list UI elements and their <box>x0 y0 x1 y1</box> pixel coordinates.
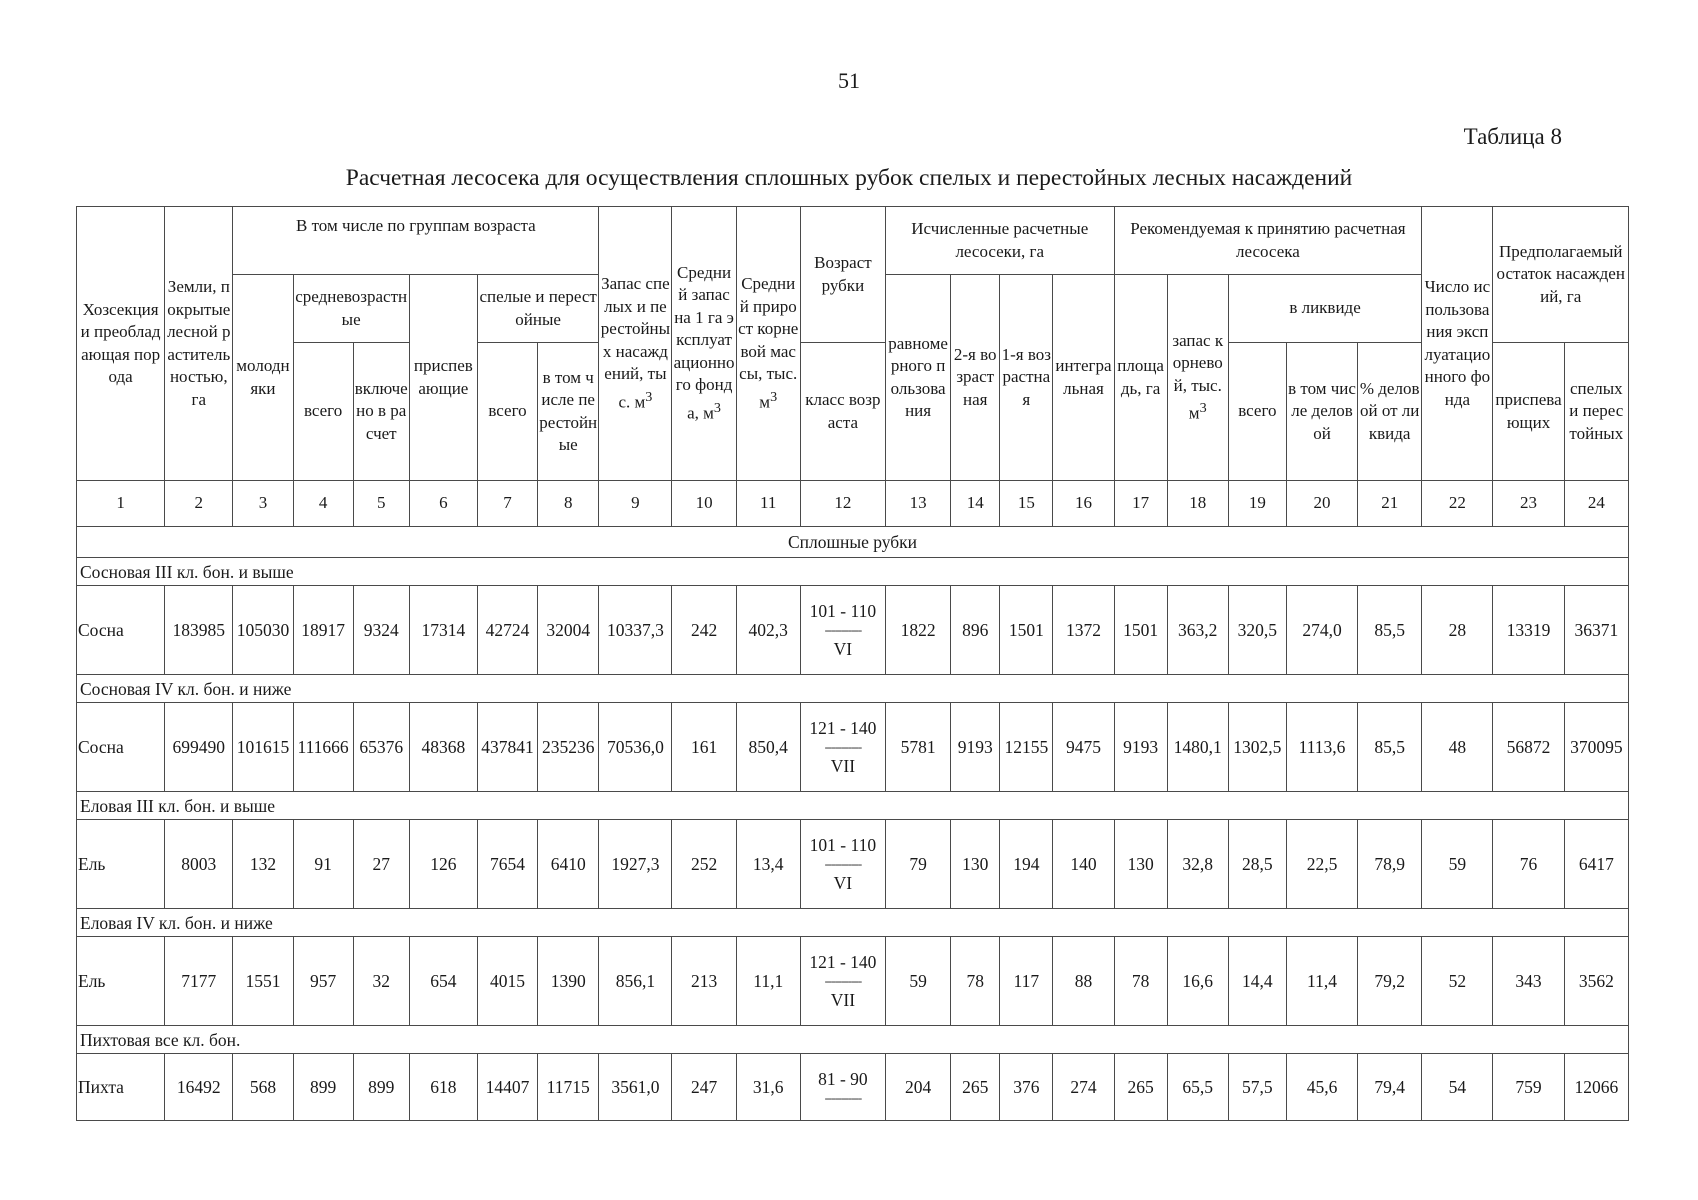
table-cell: 57,5 <box>1228 1054 1286 1121</box>
column-number: 6 <box>409 481 477 527</box>
age-range: 101 - 110 <box>809 835 877 855</box>
table-cell: 850,4 <box>736 703 800 792</box>
column-number: 2 <box>165 481 233 527</box>
table-cell: 65,5 <box>1167 1054 1228 1121</box>
age-cell <box>800 937 885 1026</box>
table-cell: 13319 <box>1493 586 1564 675</box>
table-cell: 78,9 <box>1358 820 1422 909</box>
group-title: Сосновая IV кл. бон. и ниже <box>77 675 1629 703</box>
table-cell: 132 <box>233 820 293 909</box>
table-cell: 320,5 <box>1228 586 1286 675</box>
table-cell: 957 <box>293 937 353 1026</box>
table-cell: 45,6 <box>1286 1054 1357 1121</box>
table-cell: 759 <box>1493 1054 1564 1121</box>
column-number: 19 <box>1228 481 1286 527</box>
column-number: 14 <box>951 481 1000 527</box>
header-cell: приспевающих <box>1493 343 1564 481</box>
column-number: 17 <box>1114 481 1167 527</box>
table-cell: 11,1 <box>736 937 800 1026</box>
column-number: 1 <box>77 481 165 527</box>
header-cell: площадь, га <box>1114 275 1167 481</box>
table-cell: 76 <box>1493 820 1564 909</box>
header-cell: равномерного пользования <box>886 275 951 481</box>
header-cell: запас корневой, тыс. $м^3$ <box>1167 275 1228 481</box>
table-cell: 1302,5 <box>1228 703 1286 792</box>
table-cell: 204 <box>886 1054 951 1121</box>
group-header-row <box>77 675 1629 703</box>
column-number: 11 <box>736 481 800 527</box>
table-cell: 235236 <box>538 703 599 792</box>
column-number-row <box>77 481 1629 527</box>
table-cell: 856,1 <box>599 937 672 1026</box>
column-number: 9 <box>599 481 672 527</box>
page-number: 51 <box>838 68 860 93</box>
column-number: 10 <box>672 481 736 527</box>
table-cell: 618 <box>409 1054 477 1121</box>
table-cell: 28 <box>1422 586 1493 675</box>
table-cell: 79,4 <box>1358 1054 1422 1121</box>
table-cell: 7177 <box>165 937 233 1026</box>
table-cell: 59 <box>1422 820 1493 909</box>
table-cell: 1113,6 <box>1286 703 1357 792</box>
table-cell: 161 <box>672 703 736 792</box>
age-divider: ----------- <box>824 622 862 637</box>
table-cell: 1501 <box>1114 586 1167 675</box>
table-cell: 54 <box>1422 1054 1493 1121</box>
table-cell: 3562 <box>1564 937 1628 1026</box>
table-cell: 6417 <box>1564 820 1628 909</box>
table-cell: 247 <box>672 1054 736 1121</box>
column-number: 21 <box>1358 481 1422 527</box>
table-cell: 1501 <box>1000 586 1053 675</box>
table-row <box>77 586 1629 675</box>
table-cell: 437841 <box>477 703 537 792</box>
table-cell: 265 <box>951 1054 1000 1121</box>
table-cell: 117 <box>1000 937 1053 1026</box>
table-cell: 59 <box>886 937 951 1026</box>
table-cell: 265 <box>1114 1054 1167 1121</box>
column-number: 18 <box>1167 481 1228 527</box>
table-cell: 111666 <box>293 703 353 792</box>
table-cell: 370095 <box>1564 703 1628 792</box>
species-cell: Сосна <box>77 586 165 675</box>
column-number: 7 <box>477 481 537 527</box>
table-cell: 1372 <box>1053 586 1114 675</box>
group-title: Пихтовая все кл. бон. <box>77 1026 1629 1054</box>
table-cell: 4015 <box>477 937 537 1026</box>
column-number: 22 <box>1422 481 1493 527</box>
column-number: 23 <box>1493 481 1564 527</box>
species-cell: Ель <box>77 820 165 909</box>
table-cell: 5781 <box>886 703 951 792</box>
table-cell: 78 <box>951 937 1000 1026</box>
table-cell: 48368 <box>409 703 477 792</box>
age-class: VI <box>833 639 853 659</box>
table-cell: 28,5 <box>1228 820 1286 909</box>
table-cell: 9193 <box>951 703 1000 792</box>
table-cell: 274 <box>1053 1054 1114 1121</box>
table-cell: 896 <box>951 586 1000 675</box>
header-cell: интегральная <box>1053 275 1114 481</box>
header-cell: всего <box>477 343 537 481</box>
age-cell <box>800 820 885 909</box>
age-range: 81 - 90 <box>818 1069 868 1089</box>
age-range: 121 - 140 <box>809 718 877 738</box>
species-cell: Ель <box>77 937 165 1026</box>
table-cell: 9324 <box>353 586 409 675</box>
table-cell: 213 <box>672 937 736 1026</box>
header-cell: включено в расчет <box>353 343 409 481</box>
column-number: 16 <box>1053 481 1114 527</box>
age-class: VII <box>830 990 856 1010</box>
header-cell: всего <box>293 343 353 481</box>
header-group: в ликвиде <box>1228 275 1421 343</box>
table-cell: 1822 <box>886 586 951 675</box>
table-cell: 130 <box>951 820 1000 909</box>
table-cell: 8003 <box>165 820 233 909</box>
table-cell: 363,2 <box>1167 586 1228 675</box>
table-cell: 18917 <box>293 586 353 675</box>
table-cell: 52 <box>1422 937 1493 1026</box>
table-cell: 11715 <box>538 1054 599 1121</box>
table-cell: 11,4 <box>1286 937 1357 1026</box>
column-number: 3 <box>233 481 293 527</box>
column-number: 24 <box>1564 481 1628 527</box>
group-header-row <box>77 909 1629 937</box>
header-group: средневозрастные <box>293 275 409 343</box>
table-cell: 194 <box>1000 820 1053 909</box>
header-group: Рекомендуемая к принятию расчетная лесосека <box>1114 207 1422 275</box>
age-cell <box>800 703 885 792</box>
table-cell: 16492 <box>165 1054 233 1121</box>
table-body <box>77 527 1629 1121</box>
table-cell: 899 <box>353 1054 409 1121</box>
table-cell: 343 <box>1493 937 1564 1026</box>
age-cell <box>800 1054 885 1121</box>
section-title: Сплошные рубки <box>77 527 1629 558</box>
table-cell: 79,2 <box>1358 937 1422 1026</box>
table-cell: 9193 <box>1114 703 1167 792</box>
table-cell: 36371 <box>1564 586 1628 675</box>
table-cell: 9475 <box>1053 703 1114 792</box>
group-title: Сосновая III кл. бон. и выше <box>77 558 1629 586</box>
column-number: 15 <box>1000 481 1053 527</box>
column-number: 20 <box>1286 481 1357 527</box>
table-cell: 1390 <box>538 937 599 1026</box>
age-divider: ----------- <box>824 739 862 754</box>
age-class: VI <box>833 873 853 893</box>
header-cell: 1-я возрастная <box>1000 275 1053 481</box>
age-cell <box>800 586 885 675</box>
table-cell: 101615 <box>233 703 293 792</box>
table-cell: 65376 <box>353 703 409 792</box>
header-cell: Средний прирост корневой массы, тыс. $м^3$ <box>736 207 800 481</box>
header-cell: спелых и перестойных <box>1564 343 1628 481</box>
table-cell: 183985 <box>165 586 233 675</box>
column-number: 5 <box>353 481 409 527</box>
header-cell: Возраст рубки <box>800 207 885 343</box>
table-cell: 42724 <box>477 586 537 675</box>
table-cell: 14407 <box>477 1054 537 1121</box>
table-cell: 70536,0 <box>599 703 672 792</box>
age-divider: ----------- <box>824 973 862 988</box>
species-cell: Сосна <box>77 703 165 792</box>
header-group: Исчисленные расчетные лесосеки, га <box>886 207 1115 275</box>
group-header-row <box>77 558 1629 586</box>
table-cell: 32 <box>353 937 409 1026</box>
table-cell: 899 <box>293 1054 353 1121</box>
table-cell: 91 <box>293 820 353 909</box>
table-cell: 13,4 <box>736 820 800 909</box>
group-title: Еловая IV кл. бон. и ниже <box>77 909 1629 937</box>
species-cell: Пихта <box>77 1054 165 1121</box>
table-cell: 48 <box>1422 703 1493 792</box>
table-cell: 376 <box>1000 1054 1053 1121</box>
table-cell: 17314 <box>409 586 477 675</box>
header-group: Предполагаемый остаток насаждений, га <box>1493 207 1629 343</box>
header-cell: в том числе деловой <box>1286 343 1357 481</box>
column-number: 4 <box>293 481 353 527</box>
table-label: Таблица 8 <box>1463 124 1562 149</box>
header-group: спелые и перестойные <box>477 275 598 343</box>
table-row <box>77 703 1629 792</box>
table-cell: 27 <box>353 820 409 909</box>
header-cell: Средний запас на 1 га эксплуатационного фонда, $м^3$ <box>672 207 736 481</box>
table-cell: 3561,0 <box>599 1054 672 1121</box>
column-number: 8 <box>538 481 599 527</box>
table-cell: 140 <box>1053 820 1114 909</box>
table-cell: 22,5 <box>1286 820 1357 909</box>
header-cell: % деловой от ликвида <box>1358 343 1422 481</box>
header-cell: Хозсекция и преобладающая порода <box>77 207 165 481</box>
age-class: VII <box>830 756 856 776</box>
table-row <box>77 937 1629 1026</box>
table-cell: 568 <box>233 1054 293 1121</box>
header-cell: 2-я возрастная <box>951 275 1000 481</box>
table-cell: 88 <box>1053 937 1114 1026</box>
header-group: В том числе по группам возраста <box>233 207 599 275</box>
table-cell: 31,6 <box>736 1054 800 1121</box>
column-number: 13 <box>886 481 951 527</box>
table-cell: 79 <box>886 820 951 909</box>
table-cell: 1927,3 <box>599 820 672 909</box>
table-title: Расчетная лесосека для осуществления сплошных рубок спелых и перестойных лесных насаждений <box>345 165 1353 191</box>
header-cell: приспевающие <box>409 275 477 481</box>
data-table <box>76 206 1629 1121</box>
header-cell: Число использования эксплуатационного фонда <box>1422 207 1493 481</box>
table-cell: 16,6 <box>1167 937 1228 1026</box>
table-cell: 274,0 <box>1286 586 1357 675</box>
table-cell: 10337,3 <box>599 586 672 675</box>
table-cell: 32,8 <box>1167 820 1228 909</box>
table-cell: 105030 <box>233 586 293 675</box>
age-divider: ----------- <box>824 1090 862 1105</box>
table-cell: 1480,1 <box>1167 703 1228 792</box>
table-cell: 699490 <box>165 703 233 792</box>
table-cell: 1551 <box>233 937 293 1026</box>
table-row <box>77 820 1629 909</box>
table-cell: 402,3 <box>736 586 800 675</box>
group-title: Еловая III кл. бон. и выше <box>77 792 1629 820</box>
table-cell: 242 <box>672 586 736 675</box>
header-cell: молодняки <box>233 275 293 481</box>
header-cell: класс возраста <box>800 343 885 481</box>
header-cell: Запас спелых и перестойных насаждений, тыс. $м^3$ <box>599 207 672 481</box>
group-header-row <box>77 1026 1629 1054</box>
table-cell: 78 <box>1114 937 1167 1026</box>
table-cell: 56872 <box>1493 703 1564 792</box>
age-range: 101 - 110 <box>809 601 877 621</box>
table-cell: 32004 <box>538 586 599 675</box>
table-cell: 12066 <box>1564 1054 1628 1121</box>
header-cell: Земли, покрытые лесной растительностью, га <box>165 207 233 481</box>
table-cell: 14,4 <box>1228 937 1286 1026</box>
table-cell: 7654 <box>477 820 537 909</box>
table-cell: 6410 <box>538 820 599 909</box>
age-divider: ----------- <box>824 856 862 871</box>
header-cell: в том числе перестойные <box>538 343 599 481</box>
table-cell: 252 <box>672 820 736 909</box>
header-cell: всего <box>1228 343 1286 481</box>
age-range: 121 - 140 <box>809 952 877 972</box>
table-cell: 126 <box>409 820 477 909</box>
table-cell: 12155 <box>1000 703 1053 792</box>
group-header-row <box>77 792 1629 820</box>
table-row <box>77 1054 1629 1121</box>
table-cell: 85,5 <box>1358 586 1422 675</box>
table-cell: 130 <box>1114 820 1167 909</box>
column-number: 12 <box>800 481 885 527</box>
table-cell: 85,5 <box>1358 703 1422 792</box>
table-cell: 654 <box>409 937 477 1026</box>
